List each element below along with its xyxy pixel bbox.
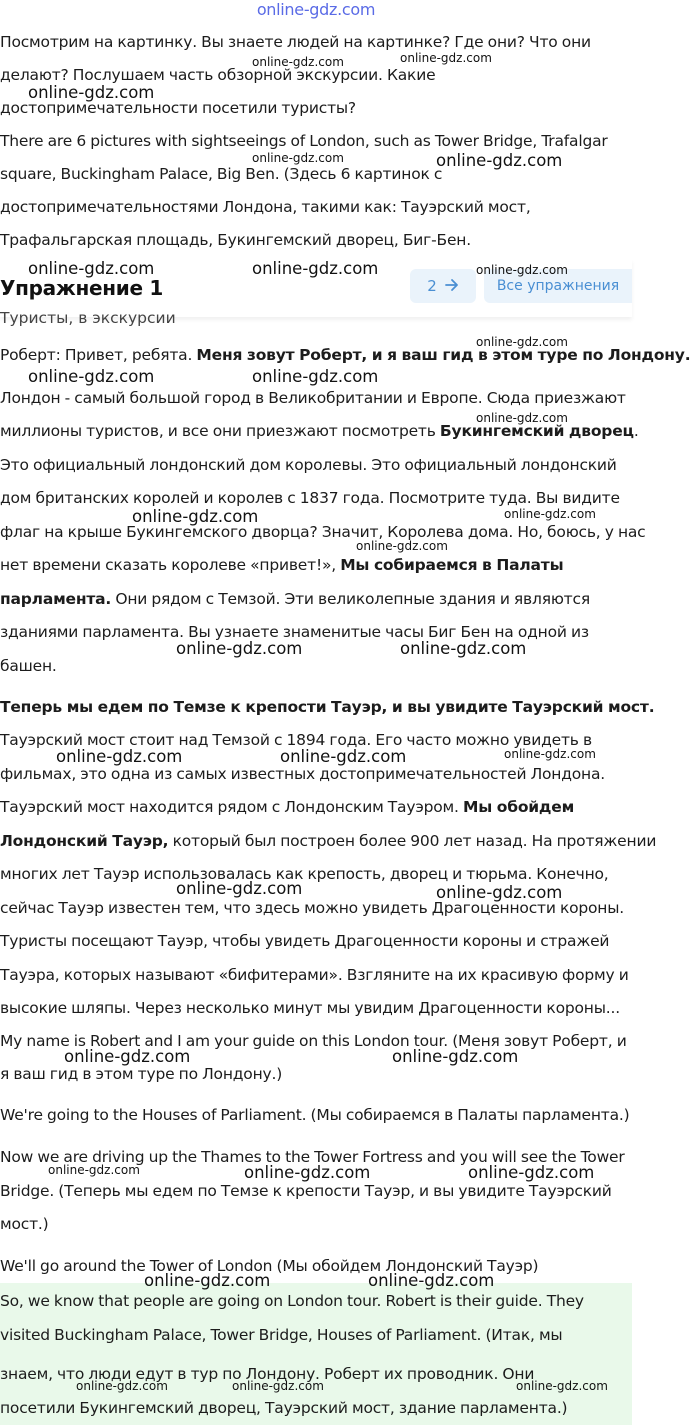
watermark: online-gdz.com	[176, 639, 303, 658]
text-line: We're going to the Houses of Parliament. (Мы собираемся в Палаты парламента.)	[0, 1106, 630, 1124]
text-line: сейчас Тауэр известен тем, что здесь можно увидеть Драгоценности короны.	[0, 899, 625, 917]
watermark: online-gdz.com	[48, 1163, 140, 1177]
arrow-right-icon	[445, 277, 459, 295]
watermark: online-gdz.com	[400, 51, 492, 65]
watermark: online-gdz.com	[28, 367, 155, 386]
watermark: online-gdz.com	[76, 1379, 168, 1393]
text-line: я ваш гид в этом туре по Лондону.)	[0, 1065, 283, 1083]
text-line: Тауэрский мост стоит над Темзой с 1894 года. Его часто можно увидеть в	[0, 731, 592, 749]
watermark: online-gdz.com	[400, 639, 527, 658]
watermark: online-gdz.com	[252, 55, 344, 69]
answer-line: знаем, что люди едут в тур по Лондону. Роберт их проводник. Они	[0, 1365, 535, 1383]
intro-answer-line: square, Buckingham Palace, Big Ben. (Здесь 6 картинок с	[0, 165, 443, 183]
text-line: Туристы посещают Тауэр, чтобы увидеть Драгоценности короны и стражей	[0, 932, 610, 950]
text-line: My name is Robert and I am your guide on this London tour. (Меня зовут Роберт, и	[0, 1032, 627, 1050]
text-line: Роберт: Привет, ребята. Меня зовут Роберт, и я ваш гид в этом туре по Лондону.	[0, 346, 690, 364]
intro-answer-line: Трафальгарская площадь, Букингемский дворец, Биг-Бен.	[0, 231, 471, 249]
watermark: online-gdz.com	[368, 1271, 495, 1290]
watermark: online-gdz.com	[56, 747, 183, 766]
text-line: Тауэра, которых называют «бифитерами». Взгляните на их красивую форму и	[0, 966, 629, 984]
exercise-title: Упражнение 1	[0, 276, 164, 300]
text-line: башен.	[0, 657, 57, 675]
answer-line: So, we know that people are going on London tour. Robert is their guide. They	[0, 1292, 584, 1310]
answer-line: visited Buckingham Palace, Tower Bridge, Houses of Parliament. (Итак, мы	[0, 1326, 563, 1344]
text-line: Тауэрский мост находится рядом с Лондонским Тауэром. Мы обойдем	[0, 798, 575, 816]
watermark: online-gdz.com	[280, 747, 407, 766]
watermark: online-gdz.com	[252, 259, 379, 278]
text-line: мост.)	[0, 1215, 49, 1233]
intro-question-line: достопримечательности посетили туристы?	[0, 99, 356, 117]
intro-answer-line: достопримечательностями Лондона, такими как: Тауэрский мост,	[0, 198, 531, 216]
watermark: online-gdz.com	[468, 1163, 595, 1182]
answer-line: посетили Букингемский дворец, Тауэрский мост, здание парламента.)	[0, 1399, 568, 1417]
text-line: многих лет Тауэр использовалась как крепость, дворец и тюрьма. Конечно,	[0, 865, 609, 883]
text-line: Bridge. (Теперь мы едем по Темзе к крепости Тауэр, и вы увидите Тауэрский	[0, 1182, 612, 1200]
text-line: высокие шляпы. Через несколько минут мы увидим Драгоценности короны...	[0, 999, 620, 1017]
all-exercises-label: Все упражнения	[496, 278, 620, 294]
clipped-text-line: Туристы, в экскурсии	[0, 309, 176, 327]
watermark: online-gdz.com	[392, 1047, 519, 1066]
intro-answer-line: There are 6 pictures with sightseeings of London, such as Tower Bridge, Trafalgar	[0, 132, 608, 150]
text-line: Now we are driving up the Thames to the Tower Fortress and you will see the Tower	[0, 1148, 625, 1166]
watermark: online-gdz.com	[28, 83, 155, 102]
watermark: online-gdz.com	[144, 1271, 271, 1290]
watermark: online-gdz.com	[476, 335, 568, 349]
watermark: online-gdz.com	[176, 879, 303, 898]
watermark: online-gdz.com	[28, 259, 155, 278]
watermark: online-gdz.com	[476, 263, 568, 277]
text-line: нет времени сказать королеве «привет!», Мы собираемся в Палаты	[0, 556, 564, 574]
text-line: We'll go around the Tower of London (Мы обойдем Лондонский Тауэр)	[0, 1257, 539, 1275]
watermark: online-gdz.com	[252, 367, 379, 386]
text-line: Это официальный лондонский дом королевы. Это официальный лондонский	[0, 456, 617, 474]
watermark: online-gdz.com	[132, 507, 259, 526]
next-exercise-label: 2	[427, 277, 437, 295]
text-line: фильмах, это одна из самых известных достопримечательностей Лондона.	[0, 765, 606, 783]
watermark: online-gdz.com	[232, 1379, 324, 1393]
watermark: online-gdz.com	[476, 411, 568, 425]
watermark: online-gdz.com	[252, 151, 344, 165]
watermark: online-gdz.com	[504, 747, 596, 761]
text-line: дом британских королей и королев с 1837 года. Посмотрите туда. Вы видите	[0, 489, 620, 507]
intro-question-line: Посмотрим на картинку. Вы знаете людей на картинке? Где они? Что они	[0, 33, 591, 51]
watermark: online-gdz.com	[436, 151, 563, 170]
text-line: Лондон - самый большой город в Великобритании и Европе. Сюда приезжают	[0, 389, 626, 407]
text-line: Теперь мы едем по Темзе к крепости Тауэр, и вы увидите Тауэрский мост.	[0, 698, 655, 716]
text-line: парламента. Они рядом с Темзой. Эти великолепные здания и являются	[0, 590, 590, 608]
answer-box	[0, 1283, 632, 1425]
text-line: зданиями парламента. Вы узнаете знаменитые часы Биг Бен на одной из	[0, 623, 589, 641]
watermark: online-gdz.com	[436, 883, 563, 902]
text-line: миллионы туристов, и все они приезжают посмотреть Букингемский дворец.	[0, 422, 639, 440]
watermark: online-gdz.com	[516, 1379, 608, 1393]
watermark: online-gdz.com	[64, 1047, 191, 1066]
watermark: online-gdz.com	[244, 1163, 371, 1182]
next-exercise-button[interactable]	[410, 269, 476, 303]
text-line: Лондонский Тауэр, который был построен более 900 лет назад. На протяжении	[0, 832, 657, 850]
watermark: online-gdz.com	[504, 507, 596, 521]
site-logo[interactable]: online-gdz.com	[256, 0, 376, 19]
text-line: флаг на крыше Букингемского дворца? Значит, Королева дома. Но, боюсь, у нас	[0, 523, 646, 541]
watermark: online-gdz.com	[356, 539, 448, 553]
intro-question-line: делают? Послушаем часть обзорной экскурсии. Какие	[0, 66, 436, 84]
